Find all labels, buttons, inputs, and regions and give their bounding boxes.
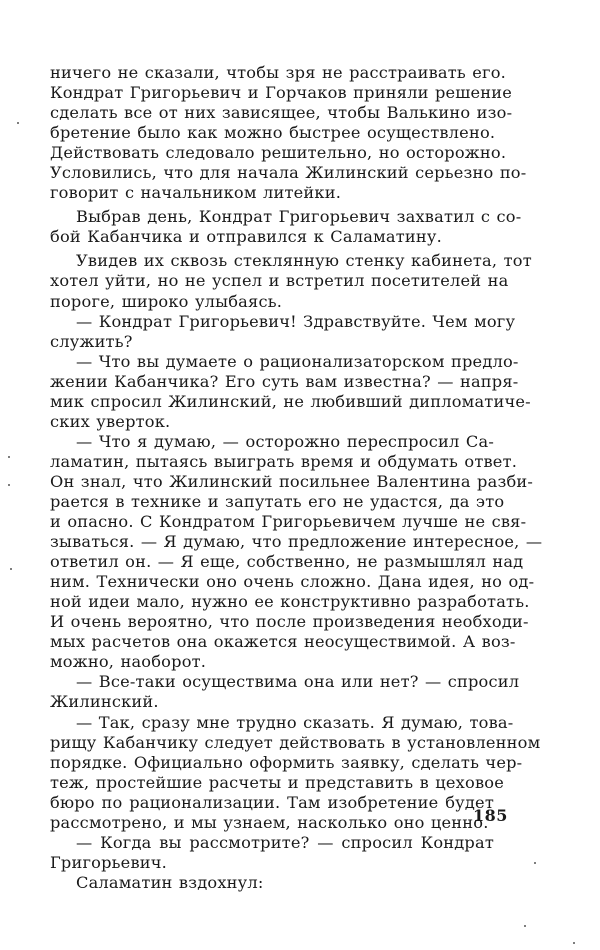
text-line: Условились, что для начала Жилинский серьезно по-	[50, 163, 527, 183]
text-line: и опасно. С Кондратом Григорьевичем лучше не свя-	[50, 512, 527, 532]
page-number: 185	[473, 806, 508, 825]
text-line: бретение было как можно быстрее осуществлено.	[50, 123, 496, 143]
text-line: можно, наоборот.	[50, 652, 207, 672]
text-line: порядке. Официально оформить заявку, сделать чер-	[50, 752, 523, 772]
text-line: ним. Технически оно очень сложно. Дана идея, но од-	[50, 572, 535, 592]
text-line: — Что я думаю, — осторожно переспросил Са-	[76, 431, 494, 451]
text-line: служить?	[50, 331, 133, 351]
text-line: мик спросил Жилинский, не любивший дипломатиче-	[50, 391, 531, 411]
scan-speck	[8, 484, 10, 486]
scan-speck	[534, 862, 536, 864]
text-line: Он знал, что Жилинский посильнее Валентина разби-	[50, 471, 534, 491]
book-page-text	[50, 63, 543, 893]
scan-speck	[17, 122, 19, 124]
text-line: хотел уйти, но не успел и встретил посетителей на	[50, 271, 509, 291]
text-line: Саламатин вздохнул:	[76, 872, 264, 892]
text-line: И очень вероятно, что после произведения необходи-	[50, 612, 529, 632]
text-line: теж, простейшие расчеты и представить в цеховое	[50, 772, 504, 792]
text-line: зываться. — Я думаю, что предложение интересное, —	[50, 532, 543, 552]
text-line: рается в технике и запутать его не удастся, да это	[50, 491, 505, 511]
scan-speck	[8, 456, 10, 458]
text-line: бюро по рационализации. Там изобретение будет	[50, 792, 494, 812]
text-line: Жилинский.	[50, 692, 159, 712]
text-line: Григорьевич.	[50, 852, 168, 872]
scan-speck	[573, 942, 575, 944]
text-line: — Так, сразу мне трудно сказать. Я думаю, това-	[76, 712, 514, 732]
text-line: бой Кабанчика и отправился к Саламатину.	[50, 227, 442, 247]
text-line: Выбрав день, Кондрат Григорьевич захватил с со-	[76, 207, 522, 227]
text-line: сделать все от них зависящее, чтобы Валькино изо-	[50, 103, 513, 123]
text-line: Действовать следовало решительно, но осторожно.	[50, 143, 507, 163]
text-line: — Когда вы рассмотрите? — спросил Кондрат	[76, 832, 494, 852]
text-line: ских уверток.	[50, 411, 171, 431]
scan-speck	[524, 925, 526, 927]
text-line: Кондрат Григорьевич и Горчаков приняли решение	[50, 83, 513, 103]
text-line: — Что вы думаете о рационализаторском предло-	[76, 351, 519, 371]
text-line: Увидев их сквозь стеклянную стенку кабинета, тот	[76, 251, 532, 271]
text-line: ответил он. — Я еще, собственно, не размышлял над	[50, 552, 524, 572]
text-line: ной идеи мало, нужно ее конструктивно разработать.	[50, 592, 530, 612]
text-line: рассмотрено, и мы узнаем, насколько оно ценно.	[50, 812, 489, 832]
text-line: — Все-таки осуществима она или нет? — спросил	[76, 672, 520, 692]
text-line: жении Кабанчика? Его суть вам известна? — напря-	[50, 371, 519, 391]
scan-speck	[10, 568, 12, 570]
text-line: мых расчетов она окажется неосуществимой. А воз-	[50, 632, 516, 652]
text-line: рищу Кабанчику следует действовать в установленном	[50, 732, 541, 752]
text-line: ламатин, пытаясь выиграть время и обдумать ответ.	[50, 451, 518, 471]
text-line: — Кондрат Григорьевич! Здравствуйте. Чем могу	[76, 311, 516, 331]
text-line: ничего не сказали, чтобы зря не расстраивать его.	[50, 63, 506, 82]
text-line: говорит с начальником литейки.	[50, 183, 342, 203]
text-line: пороге, широко улыбаясь.	[50, 291, 283, 311]
